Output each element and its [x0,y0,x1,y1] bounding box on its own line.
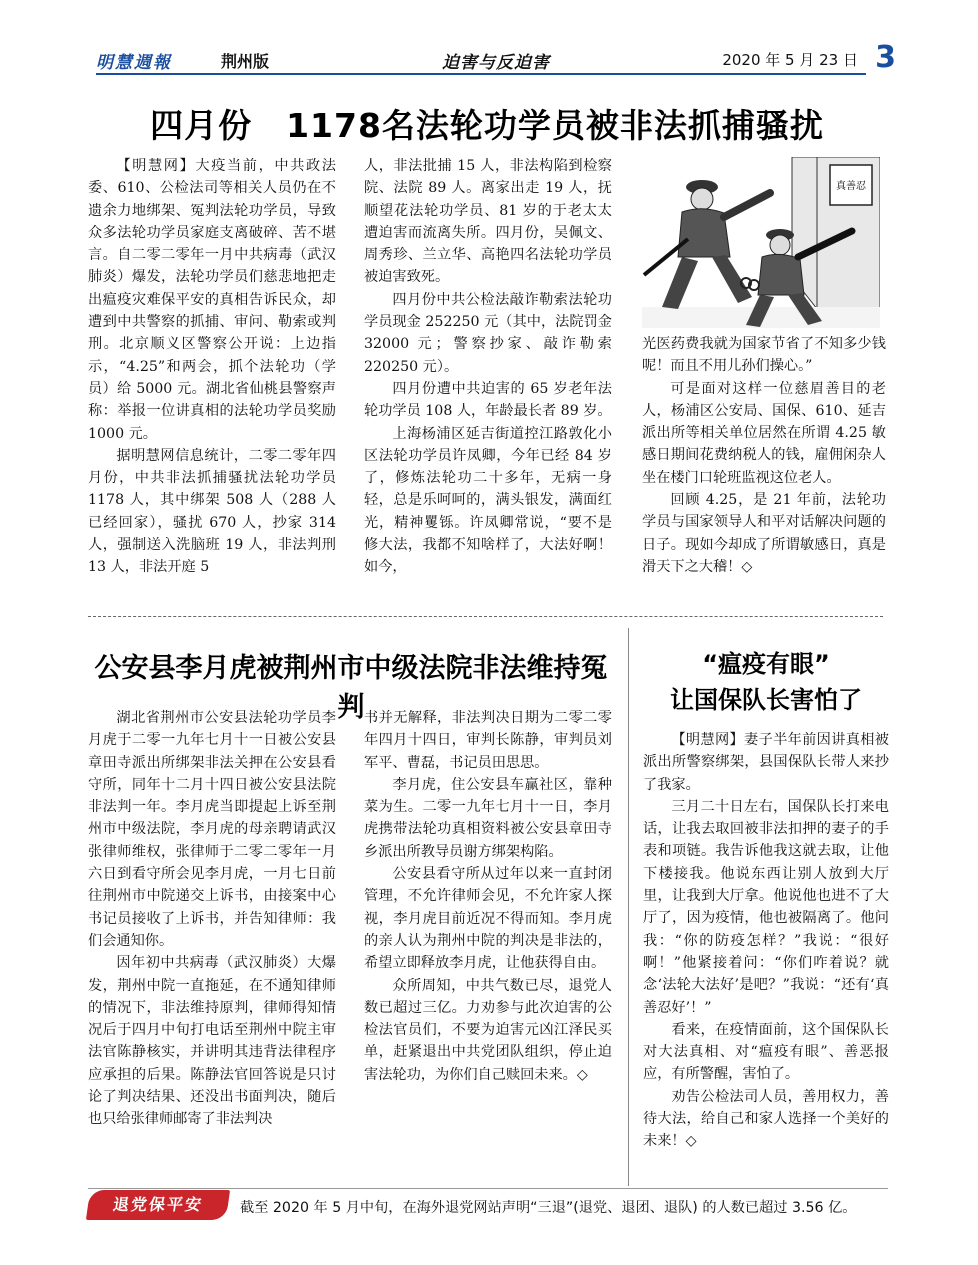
paragraph: 可是面对这样一位慈眉善目的老人，杨浦区公安局、国保、610、延吉派出所等相关单位居然在所谓 4.25 敏感日期间花费纳税人的钱，雇佣闲杂人坐在楼门口轮班监视这位老人。 [642,380,886,486]
section-divider [88,616,883,617]
article3-title-line1: “瘟疫有眼” [702,650,830,678]
column-divider [628,628,629,1186]
paragraph: 因年初中共病毒（武汉肺炎）大爆发，荆州中院一直拖延，在不通知律师的情况下，非法维持原判，律师得知情况后于四月中旬打电话至荆州中院主审法官陈静核实，并讲明其违背法律程序应承担的后果。陈静法官回答说是只讨论了判决结果、还没出书面判决，随后也只给张律师邮寄了非法判决 [88,955,336,1128]
article1-column-1 [88,155,336,605]
article1-column-2 [364,155,612,605]
paragraph: 公安县看守所从过年以来一直封闭管理，不允许律师会见，不允许家人探视，李月虎目前近况不得而知。李月虎的亲人认为荆州中院的判决是非法的，希望立即释放李月虎，让他获得自由。 [364,866,612,972]
article2-column-2 [364,707,612,1181]
illustration-sign-text: 真善忍 [836,181,866,192]
paragraph: 湖北省荆州市公安县法轮功学员李月虎于二零一九年七月十一日被公安县章田寺派出所绑架非法关押在公安县看守所，同年十二月十四日被公安县法院非法判一年。李月虎当即提起上诉至荆州市中级法院，李月虎的母亲聘请武汉张律师维权，张律师于二零二零年一月六日到看守所会见李月虎，一月七日前往荆州市中院递交上诉书，由接案中心书记员接收了上诉书，并告知律师：我们会通知你。 [88,710,336,949]
article3-title-line2: 让国保队长害怕了 [670,686,862,714]
quit-party-badge: 退党保平安 [86,1190,230,1220]
page-number: 3 [875,40,896,75]
paragraph: 回顾 4.25，是 21 年前，法轮功学员与国家领导人和平对话解决问题的日子。现如今却成了所谓敏感日，真是滑天下之大稽！◇ [642,492,886,575]
issue-date: 2020 年 5 月 23 日 [722,51,858,69]
footer-text: 截至 2020 年 5 月中旬，在海外退党网站声明“三退”(退党、退团、退队) 的人数已超过 3.56 亿。 [240,1200,857,1216]
masthead: 明慧週報 [96,53,172,73]
paragraph: 劝告公检法司人员，善用权力，善待大法，给自己和家人选择一个美好的未来！◇ [643,1088,889,1150]
paragraph: 三月二十日左右，国保队长打来电话，让我去取回被非法扣押的妻子的手表和项链。我告诉他我这就去取，让他下楼接我。他说东西让别人放到大厅里，让我到大厅拿。他说他也进不了大厅了，因为疫情，他也被隔离了。他问我：“你的防疫怎样？”我说：“很好啊！”他紧接着问：“你们咋着说？就念‘法轮大法好’是吧？”我说：“还有‘真善忍好’！” [643,798,889,1016]
article2-title: 公安县李月虎被荆州市中级法院非法维持冤判 [94,653,608,723]
paragraph: 【明慧网】大疫当前，中共政法委、610、公检法司等相关人员仍在不遗余力地绑架、冤判法轮功学员，导致众多法轮功学员家庭支离破碎、苦不堪言。自二零二零年一月中共病毒（武汉肺炎）爆发，法轮功学员们慈悲地把走出瘟疫灾难保平安的真相告诉民众，却遭到中共警察的抓捕、审问、勒索或判刑。北京顺义区警察公开说：上边指示，“4.25”和两会，抓个法轮功（学员）给 5000 元。湖北省仙桃县警察声称：举报一位讲真相的法轮功学员奖励 1000 元。 [88,158,336,442]
paragraph: 据明慧网信息统计，二零二零年四月份，中共非法抓捕骚扰法轮功学员 1178 人，其中绑架 508 人（288 人已经回家），骚扰 670 人，抄家 314 人，强制送入洗脑班 19 人，非法判刑 13 人，非法开庭 5 [88,447,336,576]
paragraph: 【明慧网】妻子半年前因讲真相被派出所警察绑架，县国保队长带人来抄了我家。 [643,732,889,793]
paragraph: 光医药费我就为国家节省了不知多少钱呢！而且不用儿孙们操心。” [642,336,886,375]
paragraph: 看来，在疫情面前，这个国保队长对大法真相、对“瘟疫有眼”、善恶报应，有所警醒，害怕了。 [643,1021,889,1083]
article2-column-1 [88,707,336,1181]
paragraph: 上海杨浦区延吉街道控江路敦化小区法轮功学员许凤卿，今年已经 84 岁了，修炼法轮功二十多年，无病一身轻，总是乐呵呵的，满头银发，满面红光，精神矍铄。许凤卿常说，“要不是修大法，我都不知啥样了，大法好啊！如今， [364,425,612,576]
footer-banner [88,1190,888,1224]
edition-label: 荆州版 [221,52,270,71]
paragraph: 众所周知，中共气数已尽，退党人数已超过三亿。力劝参与此次迫害的公检法官员们，不要为迫害元凶江泽民买单，赶紧退出中共党团队组织，停止迫害法轮功，为你们自己赎回未来。◇ [364,977,612,1083]
paragraph: 四月份遭中共迫害的 65 岁老年法轮功学员 108 人，年龄最长者 89 岁。 [364,380,612,420]
article1-title: 四月份 1178名法轮功学员被非法抓捕骚扰 [150,106,824,145]
footer-rule [88,1188,888,1189]
paragraph: 四月份中共公检法敲诈勒索法轮功学员现金 252250 元（其中，法院罚金 32000 元；警察抄家、敲诈勒索 220250 元）。 [364,291,612,375]
header-rule [96,73,866,75]
section-title: 迫害与反迫害 [442,53,550,73]
paragraph: 李月虎，住公安县车赢社区，靠种菜为生。二零一九年七月十一日，李月虎携带法轮功真相资料被公安县章田寺乡派出所教导员谢方绑架构陷。 [364,776,612,860]
article3-column [643,729,889,1181]
page-header [96,40,896,75]
illustration-police-chasing [642,157,880,328]
article1-column-3 [642,333,886,605]
paragraph: 人，非法批捕 15 人，非法构陷到检察院、法院 89 人。离家出走 19 人，抚顺望花法轮功学员、81 岁的于老太太遭迫害而流离失所。四月份，吴佩文、周秀珍、兰立华、高艳四名法轮功学员被迫害致死。 [364,158,612,286]
paragraph: 书并无解释，非法判决日期为二零二零年四月十四日，审判长陈静，审判员刘军平、曹磊，书记员田思思。 [364,710,612,771]
